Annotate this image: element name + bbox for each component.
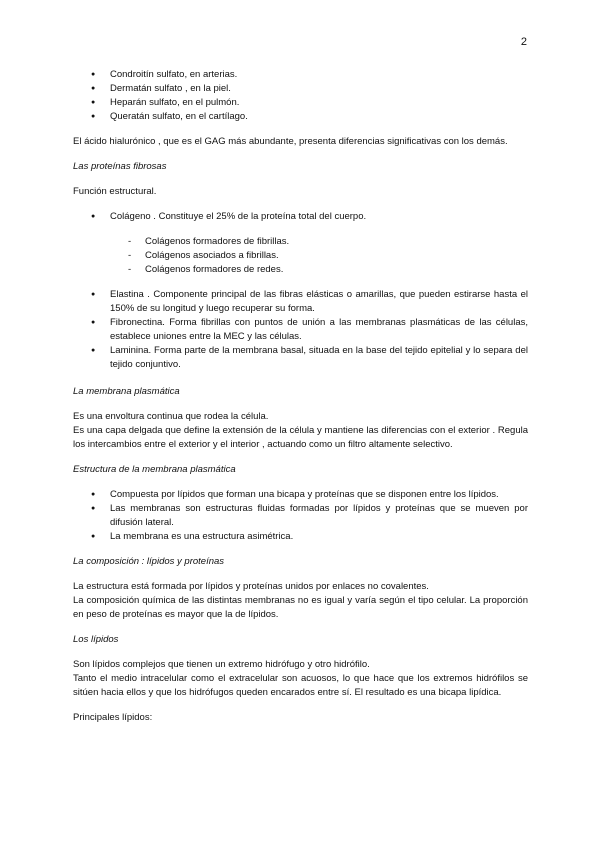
principal-lipids: Principales lípidos: — [73, 712, 153, 723]
section-heading-composition: La composición : lípidos y proteínas — [73, 556, 225, 567]
list-item: ● Queratán sulfato, en el cartílago. — [73, 110, 528, 124]
composition-line: La composición química de las distintas membranas no es igual y varía según el tipo celular. La proporción en peso de proteínas es mayor que la de lípidos. — [73, 595, 528, 620]
list-item: ● Fibronectina. Forma fibrillas con puntos de unión a las membranas plasmáticas de las células, establece uniones entre la MEC y las células. — [73, 316, 528, 344]
list-item: ● Las membranas son estructuras fluidas formadas por lípidos y proteínas que se mueven por difusión lateral. — [73, 502, 528, 530]
list-item: - Colágenos formadores de redes. — [73, 263, 528, 277]
page-number: 2 — [520, 36, 527, 48]
fibrous-function: Función estructural. — [73, 186, 157, 197]
list-item: ● Laminina. Forma parte de la membrana basal, situada en la base del tejido epitelial y lo separa del tejido conjuntivo. — [73, 344, 528, 372]
section-heading-fibrous: Las proteínas fibrosas — [73, 161, 167, 172]
membrane-line: Es una envoltura continua que rodea la célula. — [73, 411, 269, 422]
list-item: ● Heparán sulfato, en el pulmón. — [73, 96, 528, 110]
list-item: ● Elastina . Componente principal de las fibras elásticas o amarillas, que pueden estirarse hasta el 150% de su longitud y luego recuperar su forma. — [73, 288, 528, 316]
list-item: - Colágenos asociados a fibrillas. — [73, 249, 528, 263]
hyaluronic-paragraph: El ácido hialurónico , que es el GAG más abundante, presenta diferencias significativas con los demás. — [73, 136, 508, 147]
lipids-line: Tanto el medio intracelular como el extracelular son acuosos, lo que hace que los extremos hidrófilos se sitúen hacia ellos y que los hidrófugos queden encarados entre sí. El resultado es una bicapa lipídica. — [73, 673, 528, 698]
list-item: ● La membrana es una estructura asimétrica. — [73, 530, 528, 544]
composition-line: La estructura está formada por lípidos y proteínas unidos por enlaces no covalentes. — [73, 581, 429, 592]
section-heading-membrane: La membrana plasmática — [73, 386, 180, 397]
gag-list — [73, 68, 528, 124]
list-item: ● Condroitín sulfato, en arterias. — [73, 68, 528, 82]
list-item: ● Colágeno . Constituye el 25% de la proteína total del cuerpo. — [73, 210, 528, 224]
list-item: ● Compuesta por lípidos que forman una bicapa y proteínas que se disponen entre los lípidos. — [73, 488, 528, 502]
section-heading-lipids: Los lípidos — [73, 634, 119, 645]
collagen-list — [73, 210, 528, 224]
section-heading-structure: Estructura de la membrana plasmática — [73, 464, 236, 475]
collagen-types-list — [73, 235, 528, 277]
list-item: ● Dermatán sulfato , en la piel. — [73, 82, 528, 96]
structure-list — [73, 488, 528, 544]
membrane-line: Es una capa delgada que define la extensión de la célula y mantiene las diferencias con el exterior . Regula los intercambios entre el exterior y el interior , actuando como un filtro altamente selectivo. — [73, 425, 528, 450]
list-item: - Colágenos formadores de fibrillas. — [73, 235, 528, 249]
lipids-line: Son lípidos complejos que tienen un extremo hidrófugo y otro hidrófilo. — [73, 659, 370, 670]
document-body — [73, 68, 528, 725]
fibrous-proteins-list — [73, 288, 528, 372]
